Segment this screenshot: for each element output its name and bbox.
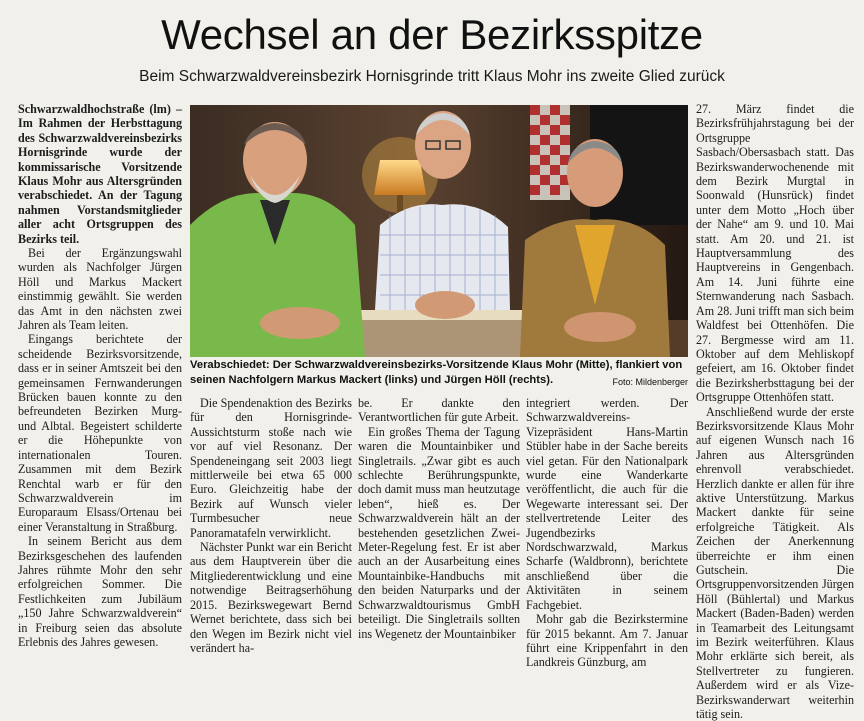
- article-lead: Schwarzwaldhochstraße (lm) – Im Rahmen der Herbsttagung des Schwarzwaldvereinsbezirks Hornisgrinde wurde der kommissarische Vorsitzende Klaus Mohr aus Altersgründen verabschiedet. An der Tagung nahmen Vorstandsmitglieder aller acht Ortsgruppen des Bezirks teil.: [18, 102, 182, 246]
- paragraph: 27. März findet die Bezirksfrühjahrstagung bei der Ortsgruppe Sasbach/Obersasbach statt. Das Bezirkswanderwochenende mit dem Bezirk Murgtal in Soonwald (Hunsrück) findet unter dem Motto „Hoch über der Nahe“ am 9. und 10. Mai statt. Am 20. und 21. ist Hauptversammlung des Hauptvereins in Gengenbach. Am 14. Juni führte eine Sternwanderung nach Sasbach. Am 28. Juni trifft man sich beim Waldfest bei Ottenhöfen. Die 27. Bergmesse wird am 11. Oktober auf dem Mehliskopf gefeiert, am 16. Oktober findet die Bezirksherbsttagung bei der Ortsgruppe Ottenhöfen statt.: [696, 102, 854, 405]
- paragraph: In seinem Bericht aus dem Bezirksgeschehen des laufenden Jahres rühmte Mohr den sehr erfolgreichen Sommer. Die Festlichkeiten zum Jubiläum „150 Jahre Schwarzwaldverein“ in Freiburg seien das absolute Erlebnis des Jahres gewesen.: [18, 534, 182, 649]
- article-photo: [190, 105, 688, 357]
- article-column-3: [358, 396, 520, 641]
- paragraph: Anschließend wurde der erste Bezirksvorsitzende Klaus Mohr auf eigenen Wunsch nach 16 Jahren aus Altersgründen ehrenvoll verabschiedet. Herzlich dankte er allen für ihre aktive Unterstützung. Markus Mackert dankte für seine erfolgreiche Tätigkeit. Als Zeichen der Anerkennung überreichte er ihm einen Gutschein. Die Ortsgruppenvorsitzenden Jürgen Höll (Bühlertal) und Markus Mackert (Baden-Baden) werden in Teamarbeit des Leitungsamt im Bezirk weiterführen. Klaus Mohr erklärte sich bereit, als Stellvertreter zu fungieren. Außerdem wird er als Vize-Bezirkswanderwart weiterhin tätig sein.: [696, 404, 854, 721]
- paragraph: Nächster Punkt war ein Bericht aus dem Hauptverein über die Mitgliederentwicklung und eine notwendige Beitragserhöhung 2015. Bezirkswegewart Bernd Wernet berichtete, dass sich bei den Wegen im Bezirk nicht viel verändert ha-: [190, 540, 352, 655]
- photo-caption: [190, 358, 688, 394]
- article-column-2: [190, 396, 352, 655]
- photo-credit: Foto: Mildenberger: [612, 376, 688, 387]
- paragraph: be. Er dankte den Verantwortlichen für gute Arbeit.: [358, 396, 520, 425]
- article-column-4: [526, 396, 688, 670]
- caption-text: Verabschiedet: Der Schwarzwaldvereinsbezirks-Vorsitzende Klaus Mohr (Mitte), flankiert von seinen Nachfolgern Markus Mackert (links) und Jürgen Höll (rechts).: [190, 359, 683, 386]
- curtain-graphic: [530, 105, 570, 200]
- paragraph: Ein großes Thema der Tagung waren die Mountainbiker und Singletrails. „Zwar gibt es auch schlechte Berührungspunkte, doch damit muss man heutzutage leben“, hieß es. Der Schwarzwaldverein hält an der bestehenden gesetzlichen Zwei-Meter-Regelung fest. Er ist aber auch an der Ausarbeitung eines Mountainbike-Handbuchs mit den beiden Naturparks und der Schwarzwaldtourismus GmbH beteiligt. Die Singletrails sollten ins Wegenetz der Mountainbiker: [358, 424, 520, 641]
- headline: Wechsel an der Bezirksspitze: [161, 11, 703, 58]
- article-column-1: [18, 102, 182, 649]
- subheadline: Beim Schwarzwaldvereinsbezirk Hornisgrinde tritt Klaus Mohr ins zweite Glied zurück: [139, 68, 725, 85]
- paragraph: Bei der Ergänzungswahl wurden als Nachfolger Jürgen Höll und Markus Mackert einstimmig gewählt. Sie werden das Amt in den nächsten zwei Jahren als Team leiten.: [18, 246, 182, 333]
- paragraph: Mohr gab die Bezirkstermine für 2015 bekannt. Am 7. Januar führt eine Krippenfahrt in den Landkreis Günzburg, am: [526, 612, 688, 670]
- paragraph: Eingangs berichtete der scheidende Bezirksvorsitzende, dass er in seiner Amtszeit bei den gemeinsamen Fernwanderungen Brücken bauen konnte zu den befreundeten Bezirken Murg- und Albtal. Begeistert schilderte er die Höhepunkte von internationalen Touren. Zusammen mit dem Bezirk Renchtal warb er für den Schwarzwaldverein im Europaraum Elsass/Ortenau bei einer Veranstaltung in Straßburg.: [18, 332, 182, 534]
- paragraph: integriert werden. Der Schwarzwaldvereins-Vizepräsident Hans-Martin Stübler habe in der Sache bereits viel getan. Für den Nationalpark wurde eine Wanderkarte veröffentlicht, die auch für die Wegewarte interessant sei. Der stellvertretende Leiter des Jugendbezirks Nordschwarzwald, Markus Scharfe (Waldbronn), berichtete anschließend über die Aktivitäten in seinem Fachgebiet.: [526, 396, 688, 612]
- article-column-5: [696, 102, 854, 721]
- paragraph: Die Spendenaktion des Bezirks für den Hornisgrinde-Aussichtsturm stoße nach wie vor auf viel Resonanz. Der Spendeneingang seit 2003 liegt mittlerweile bei etwa 65 000 Euro. Gleichzeitig habe der Bezirk auf Wunsch vieler Turmbesucher neue Panoramatafeln verwirklicht.: [190, 396, 352, 540]
